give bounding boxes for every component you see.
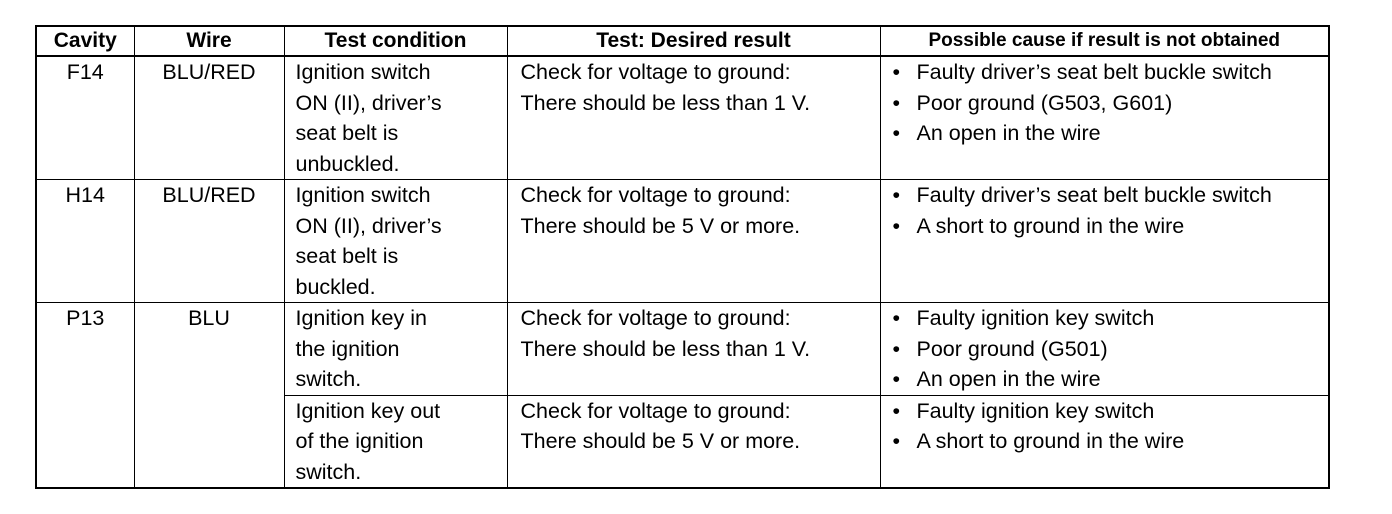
result-cell [507,303,880,396]
table-row [36,395,1329,488]
condition-cell [284,180,507,303]
bullet-icon: • [892,213,901,238]
bullet-icon: • [892,90,901,115]
cause-item [893,118,1329,149]
cause-text: Faulty ignition key switch [916,398,1155,423]
condition-line: seat belt is [295,121,399,145]
bullet-icon: • [892,60,901,84]
header-cavity: Cavity [36,26,134,56]
condition-line: unbuckled. [295,151,400,176]
result-line: There should be less than 1 V. [520,336,811,361]
cause-list [893,180,1329,241]
condition-line: Ignition switch [295,183,431,207]
cause-item [893,303,1329,334]
cavity-cell: H14 [36,180,134,303]
condition-line: the ignition [295,336,400,361]
condition-line: of the ignition [295,429,424,453]
cause-text: Poor ground (G503, G601) [916,90,1173,115]
cause-item [893,334,1329,365]
cause-list [893,57,1329,149]
result-cell [507,56,880,180]
cause-item [893,57,1329,88]
condition-line: ON (II), driver’s [295,213,442,238]
table-row [36,180,1329,303]
cause-text: Poor ground (G501) [916,336,1108,361]
wire-cell: BLU/RED [134,56,284,180]
bullet-icon: • [892,398,901,423]
header-row [36,26,1329,56]
bullet-icon: • [892,336,901,361]
cause-item [893,211,1329,242]
cause-cell [880,56,1329,180]
wire-cell [134,395,284,488]
cavity-cell [36,395,134,488]
condition-line: Ignition key in [295,306,427,330]
wire-cell: BLU/RED [134,180,284,303]
cause-item [893,364,1329,395]
result-cell [507,395,880,488]
wire-cell: BLU [134,303,284,396]
cavity-cell: F14 [36,56,134,180]
cause-item [893,180,1329,211]
cause-cell [880,395,1329,488]
bullet-icon: • [892,367,901,391]
condition-cell [284,303,507,396]
condition-line: seat belt is [295,244,399,268]
condition-cell [284,395,507,488]
cause-cell [880,180,1329,303]
cause-item [893,396,1329,427]
cavity-cell: P13 [36,303,134,396]
cause-text: A short to ground in the wire [916,213,1185,238]
cause-item [893,426,1329,457]
condition-line: buckled. [295,274,376,299]
header-possible-cause: Possible cause if result is not obtained [880,26,1329,56]
cause-text: Faulty ignition key switch [916,306,1155,330]
condition-cell [284,56,507,180]
cause-text: An open in the wire [916,121,1101,145]
bullet-icon: • [892,429,901,453]
result-line: There should be less than 1 V. [520,90,811,115]
condition-line: switch. [295,459,362,484]
result-line: Check for voltage to ground: [520,183,791,207]
header-desired-result: Test: Desired result [507,26,880,56]
cause-list [893,396,1329,457]
bullet-icon: • [892,121,901,145]
result-line: Check for voltage to ground: [520,60,791,84]
table-row [36,56,1329,180]
result-cell [507,180,880,303]
result-line: Check for voltage to ground: [520,398,791,423]
condition-line: Ignition switch [295,60,431,84]
result-line: Check for voltage to ground: [520,306,791,330]
bullet-icon: • [892,183,901,207]
bullet-icon: • [892,306,901,330]
table-row [36,303,1329,396]
cause-text: Faulty driver’s seat belt buckle switch [916,183,1272,207]
cause-item [893,88,1329,119]
condition-line: Ignition key out [295,398,441,423]
condition-line: switch. [295,367,362,391]
header-wire: Wire [134,26,284,56]
cause-list [893,303,1329,395]
condition-line: ON (II), driver’s [295,90,442,115]
test-table [35,25,1330,489]
result-line: There should be 5 V or more. [520,429,801,453]
cause-text: Faulty driver’s seat belt buckle switch [916,60,1272,84]
cause-text: An open in the wire [916,367,1101,391]
cause-cell [880,303,1329,396]
cause-text: A short to ground in the wire [916,429,1185,453]
header-test-condition: Test condition [284,26,507,56]
result-line: There should be 5 V or more. [520,213,801,238]
